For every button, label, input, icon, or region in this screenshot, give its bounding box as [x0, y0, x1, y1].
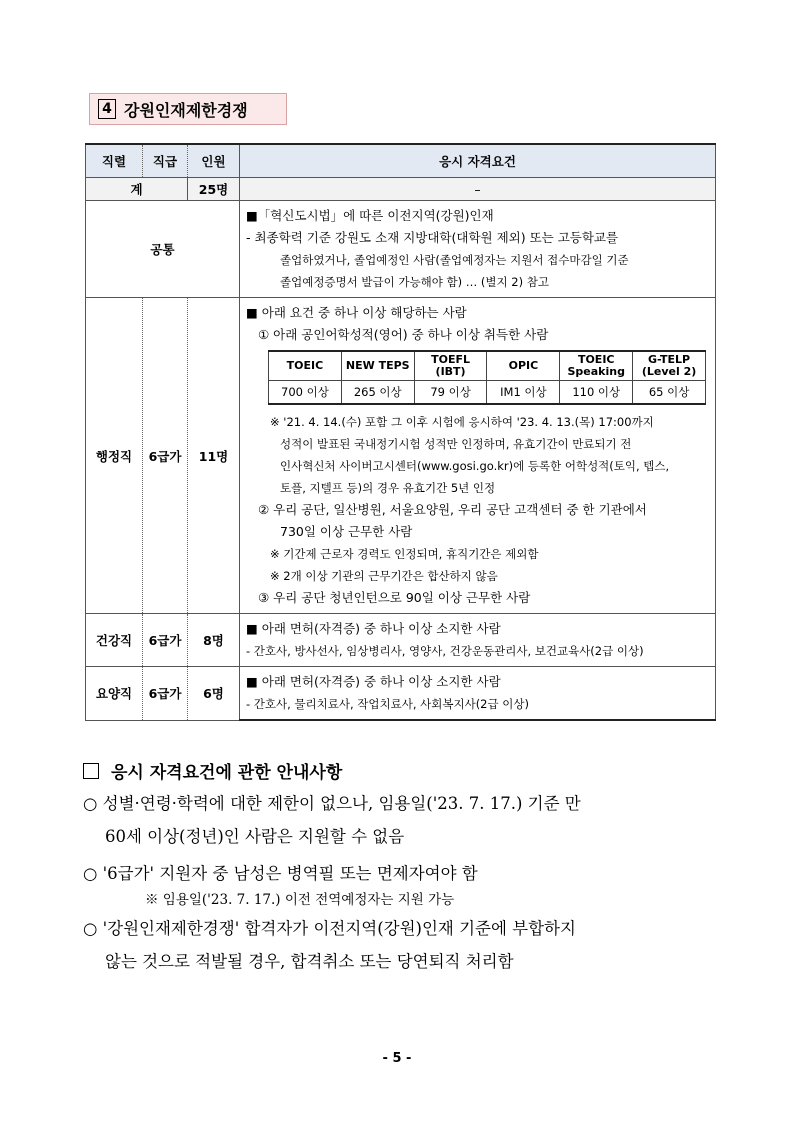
header-grade: 직급	[143, 144, 188, 178]
total-requirements: –	[240, 178, 716, 201]
guide-line: ○ '6급가' 지원자 중 남성은 병역필 또는 면제자여야 함	[83, 864, 478, 883]
language-score-table	[268, 350, 706, 405]
guide-section	[83, 758, 723, 978]
lang-value: 79 이상	[414, 381, 487, 405]
guide-line: ○ '강원인재제한경쟁' 합격자가 이전지역(강원)인재 기준에 부합하지	[83, 919, 576, 938]
section-title-text: 강원인재제한경쟁	[124, 100, 248, 120]
lang-value: IM1 이상	[487, 381, 560, 405]
lang-header: NEW TEPS	[341, 351, 414, 381]
guide-paragraph	[83, 787, 723, 853]
health-line: ■ 아래 면허(자격증) 중 하나 이상 소지한 사람	[246, 621, 501, 636]
guide-line: ○ 성별·연령·학력에 대한 제한이 없으나, 임용일('23. 7. 17.) 기준 만	[83, 794, 581, 813]
checkbox-icon	[83, 763, 99, 779]
lang-header: TOEIC	[269, 351, 342, 381]
lang-value: 700 이상	[269, 381, 342, 405]
health-grade: 6급가	[143, 614, 188, 667]
admin-item-1: ① 아래 공인어학성적(영어) 중 하나 이상 취득한 사람	[258, 327, 549, 342]
health-series: 건강직	[86, 614, 143, 667]
guide-line: 60세 이상(정년)인 사람은 지원할 수 없음	[105, 827, 405, 846]
lang-value: 110 이상	[560, 381, 633, 405]
admin-count: 11명	[188, 298, 240, 614]
guide-paragraph	[83, 857, 723, 890]
care-requirements	[240, 667, 716, 721]
guide-heading-text: 응시 자격요건에 관한 안내사항	[111, 763, 343, 783]
care-line: ■ 아래 면허(자격증) 중 하나 이상 소지한 사람	[246, 674, 501, 689]
total-count: 25명	[188, 178, 240, 201]
guide-note: ※ 임용일('23. 7. 17.) 이전 전역예정자는 지원 가능	[145, 892, 455, 908]
common-line: - 최종학력 기준 강원도 소재 지방대학(대학원 제외) 또는 고등학교를	[246, 230, 619, 245]
admin-note: 성적이 발표된 국내정기시험 성적만 인정하며, 유효기간이 만료되기 전	[280, 437, 632, 451]
lang-header: TOEFL (IBT)	[414, 351, 487, 381]
admin-grade: 6급가	[143, 298, 188, 614]
lang-value: 65 이상	[633, 381, 706, 405]
guide-paragraph	[83, 912, 723, 978]
health-line: - 간호사, 방사선사, 임상병리사, 영양사, 건강운동관리사, 보건교육사(2급 이상)	[246, 644, 644, 658]
care-line: - 간호사, 물리치료사, 작업치료사, 사회복지사(2급 이상)	[246, 697, 529, 711]
common-line: 졸업하였거나, 졸업예정인 사람(졸업예정자는 지원서 접수마감일 기준	[280, 253, 629, 267]
admin-note: 토플, 지텔프 등)의 경우 유효기간 5년 인정	[280, 481, 496, 495]
guide-line: 않는 것으로 적발될 경우, 합격취소 또는 당연퇴직 처리함	[105, 952, 514, 971]
care-series: 요양직	[86, 667, 143, 721]
lang-header: OPIC	[487, 351, 560, 381]
lang-header: G-TELP (Level 2)	[633, 351, 706, 381]
care-count: 6명	[188, 667, 240, 721]
requirements-table	[85, 143, 716, 721]
header-count: 인원	[188, 144, 240, 178]
admin-requirements	[240, 298, 716, 614]
header-requirements: 응시 자격요건	[240, 144, 716, 178]
admin-series: 행정직	[86, 298, 143, 614]
header-series: 직렬	[86, 144, 143, 178]
admin-line: ■ 아래 요건 중 하나 이상 해당하는 사람	[246, 305, 467, 320]
common-line: ■「혁신도시법」에 따른 이전지역(강원)인재	[246, 208, 494, 223]
common-requirements	[240, 201, 716, 298]
lang-header: TOEIC Speaking	[560, 351, 633, 381]
admin-note: ※ 기간제 근로자 경력도 인정되며, 휴직기간은 제외함	[270, 547, 539, 561]
admin-note: ※ 2개 이상 기관의 근무기간은 합산하지 않음	[270, 569, 498, 583]
guide-heading	[83, 758, 723, 783]
admin-item-3: ③ 우리 공단 청년인턴으로 90일 이상 근무한 사람	[258, 590, 531, 605]
common-line: 졸업예정증명서 발급이 가능해야 함) … (별지 2) 참고	[280, 275, 549, 289]
lang-value: 265 이상	[341, 381, 414, 405]
admin-item-2: ② 우리 공단, 일산병원, 서울요양원, 우리 공단 고객센터 중 한 기관에서	[258, 502, 647, 517]
section-number: 4	[98, 99, 116, 119]
page-number: - 5 -	[382, 1051, 412, 1066]
common-label: 공통	[86, 201, 240, 298]
admin-note: ※ '21. 4. 14.(수) 포함 그 이후 시험에 응시하여 '23. 4. 13.(목) 17:00까지	[270, 415, 654, 429]
health-count: 8명	[188, 614, 240, 667]
section-title	[89, 93, 287, 125]
admin-item-2: 730일 이상 근무한 사람	[280, 524, 413, 539]
admin-note: 인사혁신처 사이버고시센터(www.gosi.go.kr)에 등록한 어학성적(토익, 텝스,	[280, 459, 670, 473]
care-grade: 6급가	[143, 667, 188, 721]
total-label: 계	[86, 178, 188, 201]
health-requirements	[240, 614, 716, 667]
